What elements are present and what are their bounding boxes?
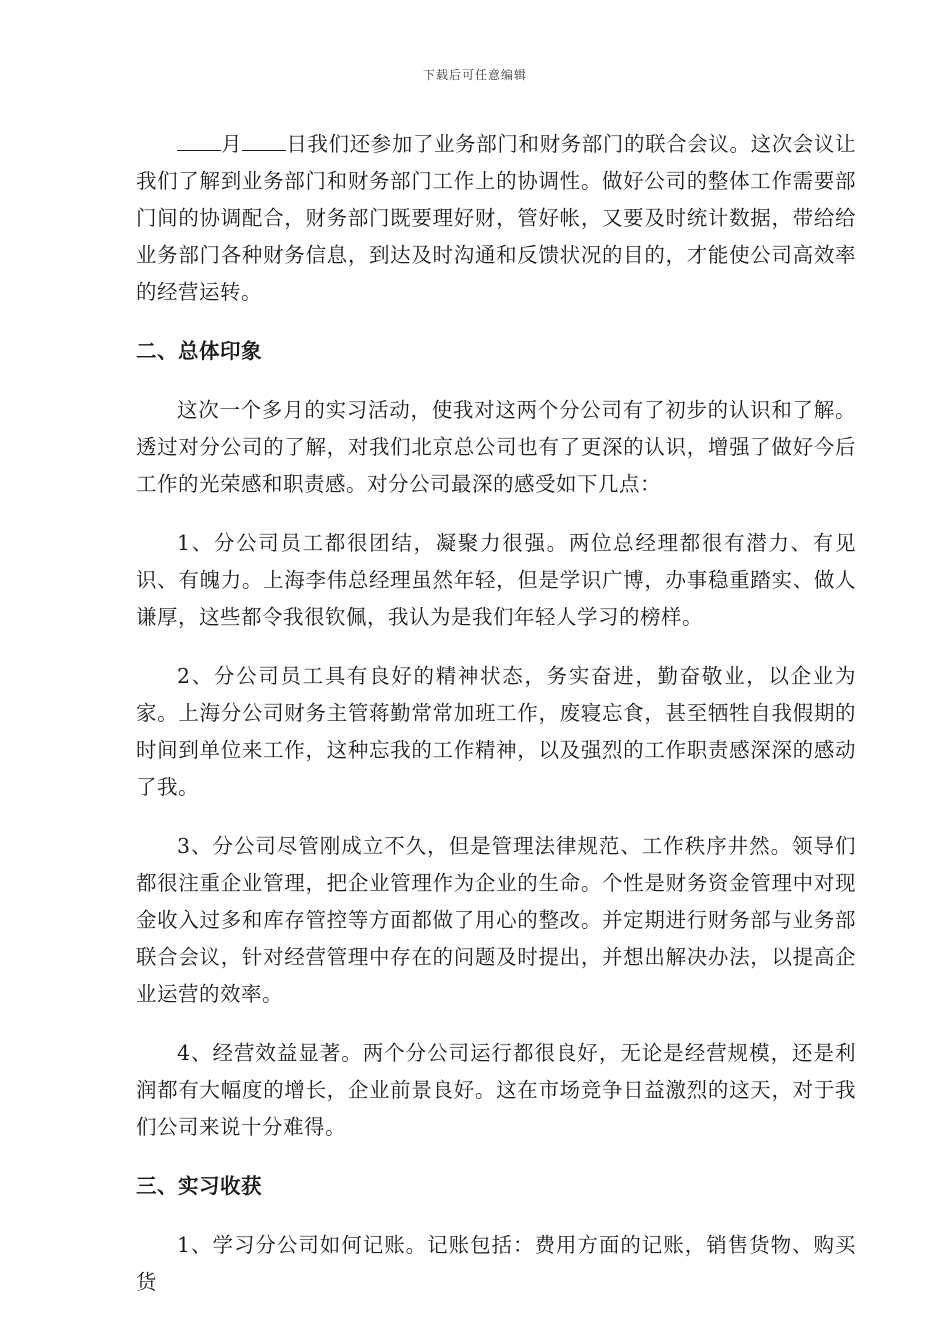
- section-heading-internship-gains: 三、实习收获: [136, 1174, 262, 1198]
- date-blank-month: [177, 132, 221, 151]
- paragraph-joint-meeting: [136, 126, 856, 311]
- paragraph-gain-1: 1、学习分公司如何记账。记账包括：费用方面的记账，销售货物、购买货: [136, 1233, 856, 1294]
- paragraph-point-1: 1、分公司员工都很团结，凝聚力很强。两位总经理都很有潜力、有见识、有魄力。上海李伟总经理虽然年轻，但是学识广博，办事稳重踏实、做人谦厚，这些都令我很钦佩，我认为是我们年轻人学习的榜样。: [136, 531, 856, 629]
- page-header-note: 下载后可任意编辑: [422, 68, 527, 82]
- paragraph-point-2: 2、分公司员工具有良好的精神状态，务实奋进，勤奋敬业，以企业为家。上海分公司财务主管蒋勤常常加班工作，废寝忘食，甚至牺牲自我假期的时间到单位来工作，这种忘我的工作精神，以及强烈的工作职责感深深的感动了我。: [136, 664, 856, 799]
- paragraph-part-month: 月: [221, 132, 243, 156]
- paragraph-part-body: 日我们还参加了业务部门和财务部门的联合会议。这次会议让我们了解到业务部门和财务部门工作上的协调性。做好公司的整体工作需要部门间的协调配合，财务部门既要理好财，管好帐，又要及时统计数据，带给给业务部门各种财务信息，到达及时沟通和反馈状况的目的，才能使公司高效率的经营运转。: [136, 132, 857, 304]
- section-heading-overall-impression: 二、总体印象: [136, 339, 262, 363]
- date-blank-day: [242, 132, 286, 151]
- paragraph-point-3: 3、分公司尽管刚成立不久，但是管理法律规范、工作秩序井然。领导们都很注重企业管理，把企业管理作为企业的生命。个性是财务资金管理中对现金收入过多和库存管控等方面都做了用心的整改。并定期进行财务部与业务部联合会议，针对经营管理中存在的问题及时提出，并想出解决办法，以提高企业运营的效率。: [136, 834, 856, 1006]
- paragraph-point-4: 4、经营效益显著。两个分公司运行都很良好，无论是经营规模，还是利润都有大幅度的增长，企业前景良好。这在市场竞争日益激烈的这天，对于我们公司来说十分难得。: [136, 1041, 856, 1139]
- document-body: [136, 126, 856, 1301]
- paragraph-impression-intro: 这次一个多月的实习活动，使我对这两个分公司有了初步的认识和了解。透过对分公司的了解，对我们北京总公司也有了更深的认识，增强了做好今后工作的光荣感和职责感。对分公司最深的感受如下几点：: [136, 398, 856, 496]
